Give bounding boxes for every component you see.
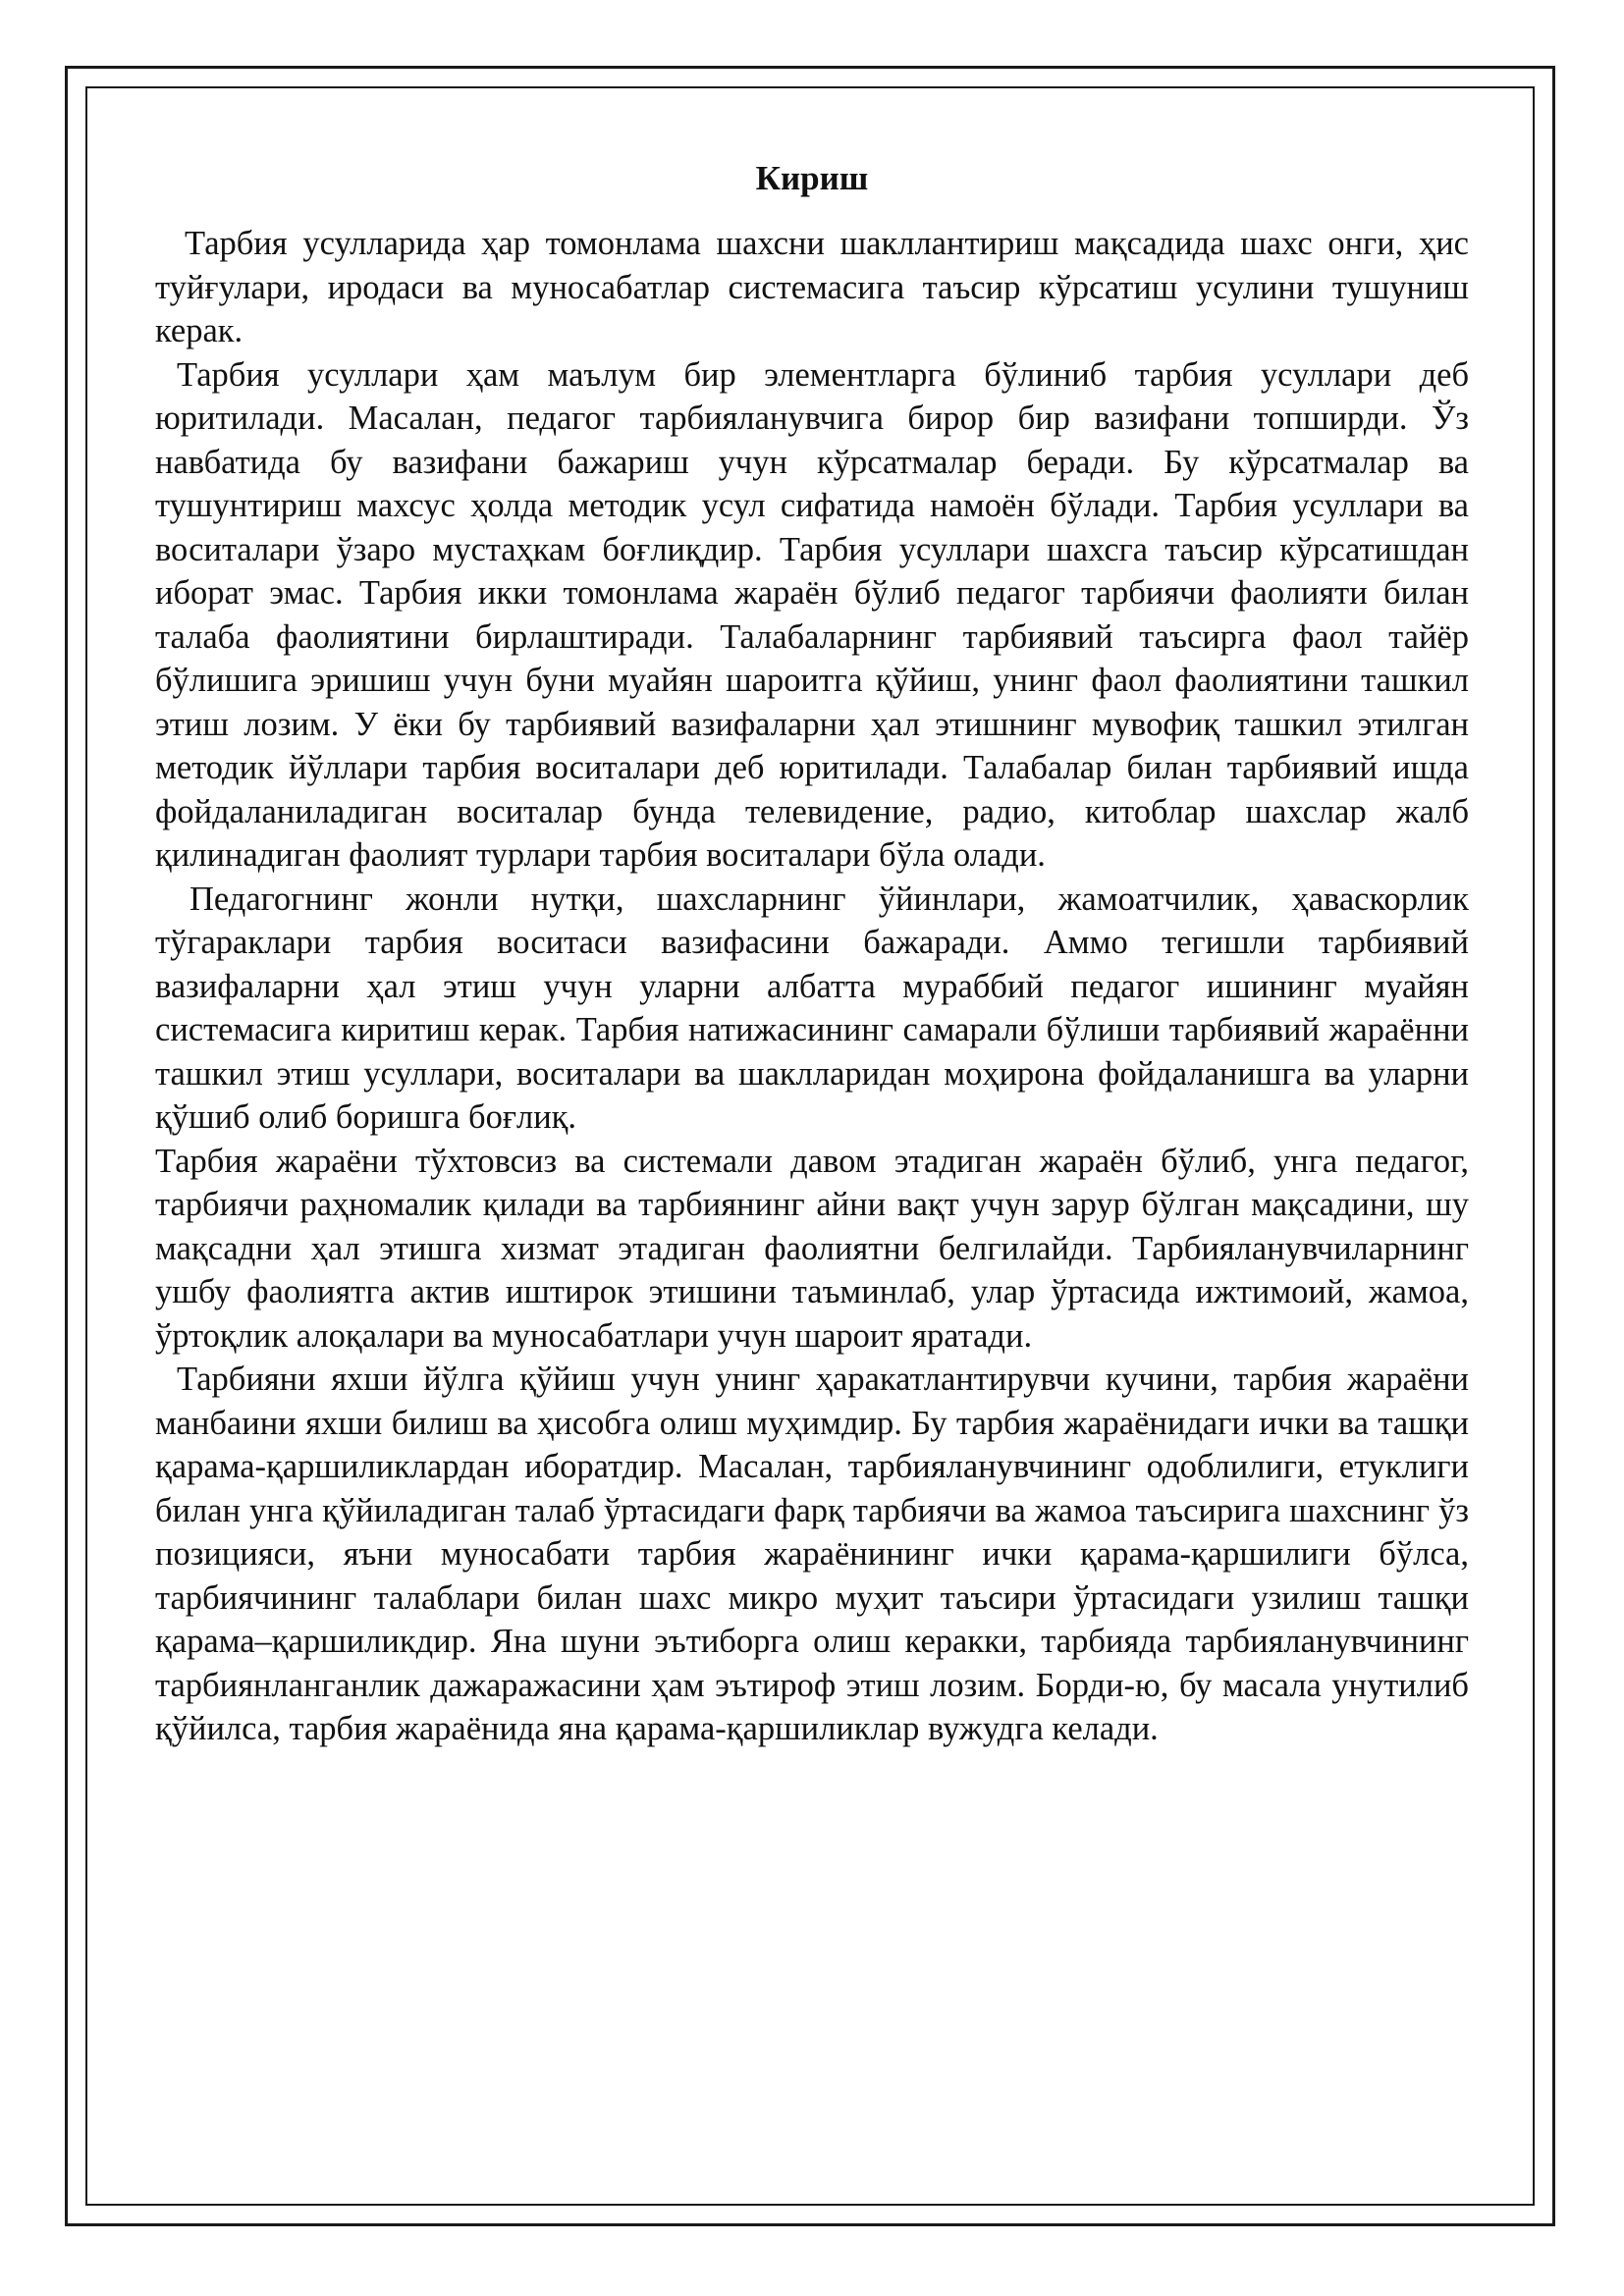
document-body bbox=[155, 147, 1469, 1751]
page-title: Кириш bbox=[755, 159, 869, 197]
paragraph-5: Тарбияни яхши йўлга қўйиш учун унинг ҳаракатлантирувчи кучини, тарбия жараёни манбаини яхши билиш ва ҳисобга олиш муҳимдир. Бу тарбия жараёнидаги ички ва ташқи қарама-қаршиликлардан иборатдир. Масалан, тарбияланувчининг одоблилиги, етуклиги билан унга қўйиладиган талаб ўртасидаги фарқ тарбиячи ва жамоа таъсирига шахснинг ўз позицияси, яъни муносабати тарбия жараёнининг ички қарама-қаршилиги бўлса, тарбиячининг талаблари билан шахс микро муҳит таъсири ўртасидаги узилиш ташқи қарама–қаршиликдир. Яна шуни эътиборга олиш керакки, тарбияда тарбияланувчининг тарбиянланганлик дажаражасини ҳам эътироф этиш лозим. Борди-ю, бу масала унутилиб қўйилса, тарбия жараёнида яна қарама-қаршиликлар вужудга келади. bbox=[155, 1361, 1469, 1747]
paragraph-1: Тарбия усулларида ҳар томонлама шахсни шакллантириш мақсадида шахс онги, ҳис туйғулари, иродаси ва муносабатлар системасига таъсир кўрсатиш усулини тушуниш керак. bbox=[155, 225, 1469, 349]
paragraph-3: Педагогнинг жонли нутқи, шахсларнинг ўйинлари, жамоатчилик, ҳаваскорлик тўгараклари тарбия воситаси вазифасини бажаради. Аммо тегишли тарбиявий вазифаларни ҳал этиш учун уларни албатта мураббий педагог ишининг муайян системасига киритиш керак. Тарбия натижасининг самарали бўлиши тарбиявий жараённи ташкил этиш усуллари, воситалари ва шаклларидан моҳирона фойдаланишга ва уларни қўшиб олиб боришга боғлиқ. bbox=[155, 880, 1469, 1136]
paragraph-2: Тарбия усуллари ҳам маълум бир элементларга бўлиниб тарбия усуллари деб юритилади. Масалан, педагог тарбияланувчига бирор бир вазифани топширди. Ўз навбатида бу вазифани бажариш учун кўрсатмалар беради. Бу кўрсатмалар ва тушунтириш махсус ҳолда методик усул сифатида намоён бўлади. Тарбия усуллари ва воситалари ўзаро мустаҳкам боғлиқдир. Тарбия усуллари шахсга таъсир кўрсатишдан иборат эмас. Тарбия икки томонлама жараён бўлиб педагог тарбиячи фаолияти билан талаба фаолиятини бирлаштиради. Талабаларнинг тарбиявий таъсирга фаол тайёр бўлишига эришиш учун буни муайян шароитга қўйиш, унинг фаол фаолиятини ташкил этиш лозим. У ёки бу тарбиявий вазифаларни ҳал этишнинг мувофиқ ташкил этилган методик йўллари тарбия воситалари деб юритилади. Талабалар билан тарбиявий ишда фойдаланиладиган воситалар бунда телевидение, радио, китоблар шахслар жалб қилинадиган фаолият турлари тарбия воситалари бўла олади. bbox=[155, 355, 1469, 874]
paragraph-4: Тарбия жараёни тўхтовсиз ва системали давом этадиган жараён бўлиб, унга педагог, тарбиячи раҳномалик қилади ва тарбиянинг айни вақт учун зарур бўлган мақсадини, шу мақсадни ҳал этишга хизмат этадиган фаолиятни белгилайди. Тарбияланувчиларнинг ушбу фаолиятга актив иштирок этишини таъминлаб, улар ўртасида ижтимоий, жамоа, ўртоқлик алоқалари ва муносабатлари учун шароит яратади. bbox=[155, 1142, 1469, 1355]
